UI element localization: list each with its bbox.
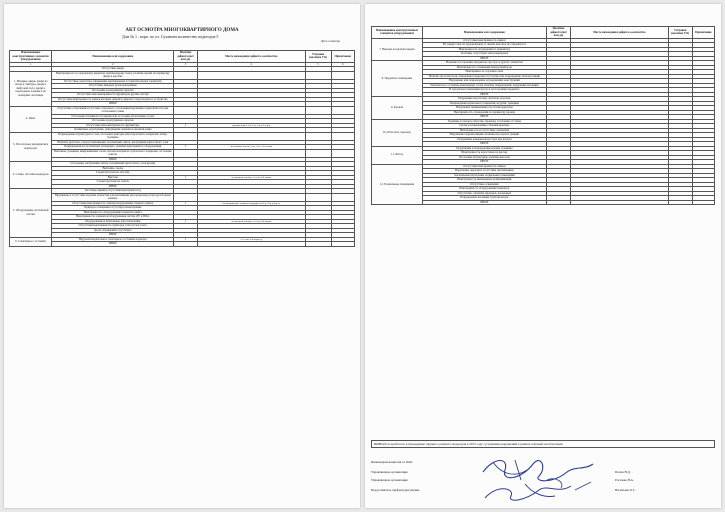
content-cell: Оборудование и шаблонные для отключения — [52, 219, 174, 224]
content-cell: Отсутствие остекления/отсутствие отдельного остекления/нарушение герметичности при остеклении ставен — [52, 106, 174, 114]
table-row — [10, 106, 355, 114]
content-cell: Повреждения кровельного покрытия, вздутия, трещины — [422, 101, 546, 106]
content-cell: Неисправность инженерных коммуникаций — [422, 178, 546, 183]
content-cell: ИНОЕ — [422, 115, 546, 120]
content-cell: Отслоения, шелушения, пятна, потемнения окрасочного слоя краски — [52, 162, 174, 167]
header-defect: Наличие дефекта (нет или да) — [546, 27, 570, 39]
content-cell: Неисправность оборудования/элементов — [422, 187, 546, 192]
note-cell — [331, 242, 355, 247]
note-cell — [331, 149, 355, 157]
location-cell: лестничные клетки с 1-го по 5-й этажи — [197, 175, 305, 180]
content-cell: Загнивание, коробление, деформация элементов оконной рамы — [52, 128, 174, 133]
content-cell: Техническое состояние инженерных сетей, наличие повреждений, нарушение изоляции — [422, 83, 546, 88]
element-cell: 2. Окна — [10, 106, 52, 132]
content-cell: ИНОЕ — [422, 142, 546, 147]
handwritten-signatures — [475, 450, 605, 506]
content-cell: Отсутствие, неплотное закрывание вертикальных и горизонтальных элементов — [52, 79, 174, 84]
content-cell: Отслоение штукатурки, наличие высолов — [422, 155, 546, 160]
defect-cell — [174, 193, 197, 201]
defect-cell — [174, 106, 197, 114]
content-cell: ИНОЕ — [52, 157, 174, 162]
content-cell: Наличие посторонних предметов, мусора, и других элементов — [422, 61, 546, 66]
content-cell: Неисправность по наружному дверному вертикальному поясу, наличие шелей по периметру двери в коробке — [52, 71, 174, 79]
header-location: Место нахождения дефекта, количество — [197, 51, 305, 63]
table-row — [10, 149, 355, 157]
content-cell: Нарушение окраски и отсутствие светильников — [422, 169, 546, 174]
content-cell: Отсутствие освещения — [422, 182, 546, 187]
location-cell — [197, 149, 305, 157]
location-cell: лестничные клетки, 1-го, 2-го, 3-го этажа — [197, 145, 305, 150]
left-page — [4, 4, 360, 508]
content-cell: Наличие протечек, следов замачивания, потемнений, пятен, шелушения окрасочного слоя — [52, 140, 174, 145]
defect-cell: 1 — [174, 237, 197, 242]
content-cell: Отслоение штапиков/отставание или отслоение уплотнения от рам — [52, 114, 174, 119]
act-title: АКТ ОСМОТРА МНОГОКВАРТИРНОГО ДОМА — [125, 28, 239, 33]
element-cell: 6. Санитарное состояние — [10, 237, 52, 246]
fixed-cell — [305, 149, 331, 157]
right-inspection-table — [371, 26, 715, 205]
content-cell: Неисправность ограждений по периметру кровли — [422, 110, 546, 115]
content-cell: Отсутствие/неисправность замков входных дверей и дверного переговорного устройства — [52, 97, 174, 102]
content-cell: Нарушение примыканий/отсутствие фартуков — [422, 106, 546, 111]
header-element: Наименование конструктивных элементов (оборудования) — [10, 51, 52, 63]
defect-cell — [174, 149, 197, 157]
defect-cell: 1 — [174, 219, 197, 224]
location-cell: с 1-го по 5-й подъезд — [197, 237, 305, 242]
fixed-cell — [305, 193, 331, 201]
content-cell: ИНОЕ — [52, 233, 174, 238]
location-cell — [197, 132, 305, 140]
signature-role: Управляющая организация — [371, 470, 408, 474]
col-number: 1 — [10, 62, 52, 67]
content-cell: Повреждения на лестничных площадках, наличие неисправного оборудования — [52, 145, 174, 150]
col-number: 5 — [305, 62, 331, 67]
content-cell: Неисправность ограждения по периметру — [422, 47, 546, 52]
content-cell: В чердачном помещении мусор и посторонние предметы — [422, 88, 546, 93]
content-cell: Неудовлетворительное санитарное состояние подъезда — [52, 237, 174, 242]
defect-cell — [546, 200, 570, 205]
content-cell: ИНОЕ — [422, 92, 546, 97]
content-cell: Разрушения и повреждения кладки, трещины — [422, 146, 546, 151]
element-cell: 8. Чердачное помещение — [372, 61, 423, 97]
left-inspection-table-wrap — [9, 50, 355, 247]
content-cell: Отслоение и разрушение окраски — [52, 88, 174, 93]
content-cell: Отсутствие дверных ручек/доводчиков — [52, 84, 174, 89]
content-cell: Нарушение и отсутствие коробки отверстия для вентиляции мусоропровода и мусоросборной камеры — [52, 193, 174, 201]
defect-cell — [174, 71, 197, 79]
element-cell: 4. Стены, потолки коридоров — [10, 162, 52, 189]
content-cell: Следы протечек на стенах — [52, 180, 174, 185]
table-row — [10, 132, 355, 140]
content-cell: Высолы — [52, 175, 174, 180]
content-cell: ИНОЕ — [52, 102, 174, 107]
content-cell: Неисправность освещения/электроприборов — [422, 65, 546, 70]
fixed-cell — [305, 132, 331, 140]
fixed-cell — [668, 200, 692, 205]
defect-cell: 1 — [174, 201, 197, 206]
defect-cell: 1 — [174, 175, 197, 180]
signature-name: Васильева О.С. — [615, 488, 636, 492]
content-cell: Приборы освещения отсутствуют/неисправны — [52, 206, 174, 211]
location-cell — [197, 193, 305, 201]
content-cell: Не закрыт люк на чердак/крышу за люком или люк не открывается — [422, 43, 546, 48]
right-inspection-table-wrap — [371, 26, 715, 205]
header-content: Наименование или содержание — [52, 51, 174, 63]
header-note: Примечание — [331, 51, 355, 63]
content-cell: Отсутствие/неисправность замков — [422, 164, 546, 169]
content-cell: Нарушение водостоков, желобов, воронок — [422, 97, 546, 102]
content-cell: Повреждение штукатурного слоя, отслоение фактуры или отделочного покрытия, пятна, трещины — [52, 132, 174, 140]
col-number: 4 — [197, 62, 305, 67]
table-row — [372, 200, 715, 205]
header-fixed: Устранен (наличие УО) — [668, 27, 692, 39]
note-cell — [331, 71, 355, 79]
location-cell: электрощитовые этажных площадок на 2-м, 3-м и 4-м эт. — [197, 201, 305, 206]
fixed-cell — [305, 242, 331, 247]
content-cell: Неисправность слуховых окон — [422, 70, 546, 75]
content-cell: Отсутствие/неисправность электрооборудования этажного щитка — [52, 201, 174, 206]
location-cell: лестничные клетки с 1-го по 5-й этажи — [197, 219, 305, 224]
defect-cell — [174, 132, 197, 140]
content-cell: ИНОЕ — [52, 242, 174, 247]
content-cell: ИНОЕ — [422, 160, 546, 165]
content-cell: Выбоины, трещины, выкрашивание слоев, потеки материала отделочного покрытия, отслоение плиток — [52, 149, 174, 157]
header-defect: Наличие дефекта (нет или да) — [174, 51, 197, 63]
signature-name: Рогачева Н.А. — [615, 478, 634, 482]
element-cell: 7. Выходы на кровлю/чердак — [372, 38, 423, 61]
content-cell: Отсутствие или неисправность фурнитуры — [52, 123, 174, 128]
content-cell: Доска объявлений отсутствует — [52, 228, 174, 233]
content-cell: Отслоение и разрушение окраски — [52, 119, 174, 124]
content-cell: Отсутствие/неисправность приборов учета/узлов учета — [52, 224, 174, 229]
content-cell: Нарушение или повреждение ограждающих конструкций — [422, 79, 546, 84]
note-cell — [331, 132, 355, 140]
content-cell: Захламление/затопление подвальных помещений — [422, 173, 546, 178]
content-cell: Отсутствие двери — [52, 67, 174, 72]
inspection-date-label: Дата осмотра — [320, 39, 340, 43]
conclusion: ВЫВОД: потребность в проведении текущего ремонта подъездов в 2015 году: устранение нарушений в рамках текущей эксплуатации — [371, 440, 715, 448]
content-cell: Следы протечек на потолке — [52, 171, 174, 176]
element-cell: 11. Фасад — [372, 146, 423, 164]
table-row — [10, 71, 355, 79]
content-cell: Отсутствие/неисправность замков — [422, 38, 546, 43]
location-cell — [197, 242, 305, 247]
signature-role: Представитель префектуры/управы — [371, 488, 420, 492]
defect-cell: 1 — [174, 123, 197, 128]
fixed-cell — [305, 71, 331, 79]
signature-name: Попов Н.Д. — [615, 470, 631, 474]
signature-role: Управляющая организация — [371, 478, 408, 482]
content-cell: Неисправность элементов/оборудования систем ДУ и ППА — [52, 215, 174, 220]
table-row — [10, 242, 355, 247]
content-cell: Повреждение изоляции трубопроводов — [422, 196, 546, 201]
content-cell: ИНОЕ — [422, 200, 546, 205]
right-page — [365, 4, 721, 508]
location-cell — [571, 200, 668, 205]
act-subtitle: Дом № 1 , корп. по ул. Суханова количество подъездов 5 — [122, 34, 219, 39]
content-cell: ИНОЕ — [52, 184, 174, 189]
element-cell: 9. Кровля — [372, 97, 423, 120]
left-inspection-table — [9, 50, 355, 247]
header-element: Наименование конструктивных элементов (оборудования) — [372, 27, 423, 39]
location-cell: первый этаж в 1-м, 2-м, 3-м и 5-м п/п — [197, 123, 305, 128]
content-cell: Сколы и повреждения ступеней крыльца — [422, 124, 546, 129]
header-location: Место нахождения дефекта, количество — [571, 27, 668, 39]
content-cell: ИНОЕ — [422, 56, 546, 61]
element-cell: 10. Отмостка, крыльцо — [372, 119, 423, 146]
note-cell — [692, 200, 714, 205]
col-number: 3 — [174, 62, 197, 67]
header-note: Примечание — [692, 27, 714, 39]
commission-label: Инженерная комиссия от ОАО — [371, 460, 413, 464]
content-cell: Отсутствие или неисправность фурнитуры (ручки, петли) — [52, 93, 174, 98]
fixed-cell — [305, 106, 331, 114]
content-cell: Отсутствие / наличие грызунов, насекомых — [422, 191, 546, 196]
content-cell: Лестница отсутствует или повреждена — [422, 52, 546, 57]
content-cell: Разрушение козырька/водостока над входом — [422, 137, 546, 142]
element-cell: 12. Подвальные помещения — [372, 164, 423, 205]
note-cell — [331, 106, 355, 114]
table-row — [10, 193, 355, 201]
content-cell: Нарушение гидроизоляции, наличие просадок и трещин — [422, 133, 546, 138]
defect-cell — [174, 242, 197, 247]
content-cell: Трещины и сколы в отмостке, провалы, отслоение от стены — [422, 119, 546, 124]
note-cell — [331, 193, 355, 201]
col-number: 6 — [331, 62, 355, 67]
element-cell: 3. Потолочные перекрытия в коридорах — [10, 132, 52, 162]
content-cell: Неисправность оборудования/элементов лифта — [52, 210, 174, 215]
element-cell: 5. Оборудование лестничной клетки — [10, 189, 52, 238]
header-fixed: Устранен (наличие УО) — [305, 51, 331, 63]
col-number: 2 — [52, 62, 174, 67]
content-cell: Выбоины, сколы — [52, 166, 174, 171]
location-cell — [197, 71, 305, 79]
content-cell: Неисправность водостоков на фасаде — [422, 151, 546, 156]
header-content: Наименование или содержание — [422, 27, 546, 39]
content-cell: Почтовые ящики (отсутствие/неисправность) — [52, 189, 174, 194]
content-cell: Неисправность и отсутствие освещения — [422, 128, 546, 133]
content-cell: Наличие протечек/течи, намокание покрытия/отсутствие или повреждение теплоизоляции — [422, 74, 546, 79]
element-cell: 1. Входные двери, двери на входе в тамбуры, двери в лифтовой холл, двери в переходные лоджии и на пожарные лестницы — [10, 71, 52, 106]
location-cell — [197, 106, 305, 114]
defect-cell: 1 — [174, 145, 197, 150]
